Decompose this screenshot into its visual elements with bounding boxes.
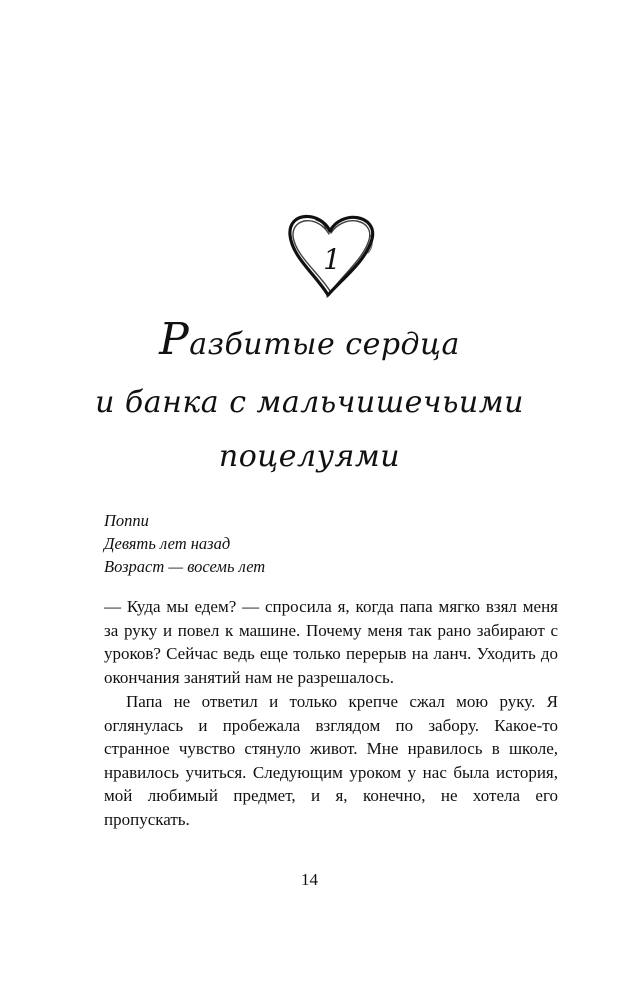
chapter-heart xyxy=(280,205,384,305)
narrator-name: Поппи xyxy=(104,511,149,530)
chapter-title-line-1 xyxy=(60,314,559,365)
chapter-title-line-1-rest: азбитые сердца xyxy=(189,327,460,362)
chapter-number: 1 xyxy=(323,243,341,276)
chapter-title xyxy=(60,310,559,472)
chapter-title-initial: Р xyxy=(159,314,190,365)
paragraph-2: Папа не ответил и только крепче сжал мою руку. Я оглянулась и пробежала взглядом по забору. Какое-то странное чувство стянуло живот. Мне нравилось в школе, нравилось учиться. Следующим уроком у нас была история, мой любимый предмет, и я, конечно, не хотела его пропускать. xyxy=(104,692,558,829)
page-number: 14 xyxy=(301,870,318,889)
chapter-title-line-2: и банка с мальчишечьими xyxy=(95,385,524,420)
paragraph-1: — Куда мы едем? — спросила я, когда папа мягко взял меня за руку и повел к машине. Почему меня так рано забирают с уроков? Сейчас ведь еще только перерыв на ланч. Уходить до окончания занятий нам не разрешалось. xyxy=(104,597,558,687)
time-marker: Девять лет назад xyxy=(104,534,231,553)
chapter-title-line-3: поцелуями xyxy=(218,439,401,474)
chapter-meta xyxy=(104,509,265,578)
body-text xyxy=(104,595,558,832)
age-marker: Возраст — восемь лет xyxy=(104,557,266,576)
